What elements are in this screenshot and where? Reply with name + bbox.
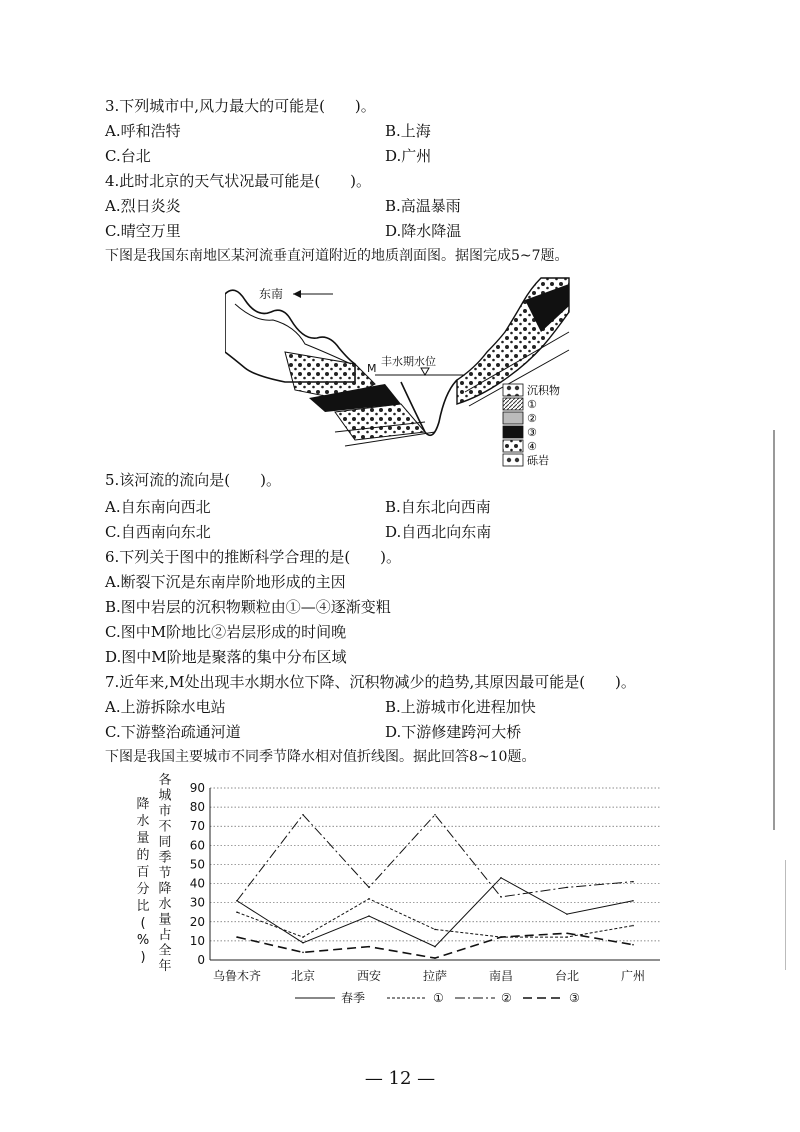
series-line-3 bbox=[237, 815, 633, 901]
x-tick-label: 台北 bbox=[554, 969, 580, 983]
y-axis-label-inner-char: 各 bbox=[158, 773, 172, 788]
q4-option-d[interactable]: D.降水降温 bbox=[385, 222, 462, 240]
q7-stem: 7.近年来,M处出现丰水期水位下降、沉积物减少的趋势,其原因最可能是( )。 bbox=[105, 673, 636, 691]
q5-option-c[interactable]: C.自西南向东北 bbox=[105, 523, 211, 541]
data-point bbox=[368, 946, 370, 948]
data-point bbox=[500, 877, 502, 879]
y-axis-label-outer-char: 比 bbox=[136, 899, 150, 914]
q6-option-a[interactable]: A.断裂下沉是东南岸阶地形成的主因 bbox=[105, 573, 346, 591]
data-point bbox=[632, 925, 634, 927]
y-tick-label: 80 bbox=[189, 800, 205, 815]
intro-chart: 下图是我国主要城市不同季节降水相对值折线图。据此回答8~10题。 bbox=[105, 749, 536, 765]
y-tick-label: 60 bbox=[189, 838, 205, 853]
y-axis-label-outer-char: ) bbox=[140, 950, 146, 965]
y-tick-label: 10 bbox=[189, 933, 205, 948]
legend-label-3: ③ bbox=[527, 426, 537, 439]
series-line-4 bbox=[237, 933, 633, 958]
legend-label-4: ④ bbox=[527, 440, 537, 453]
legend-label-1: ① bbox=[527, 398, 537, 411]
legend-label-3: ② bbox=[501, 991, 512, 1005]
q6-option-c[interactable]: C.图中M阶地比②岩层形成的时间晚 bbox=[105, 623, 347, 641]
y-axis-label-inner-char: 水 bbox=[158, 897, 172, 912]
data-point bbox=[632, 944, 634, 946]
y-axis-label-inner-char: 量 bbox=[158, 912, 172, 928]
y-tick-label: 90 bbox=[189, 781, 205, 795]
y-axis-label-outer-char: 量 bbox=[136, 831, 150, 846]
scan-edge-mark bbox=[773, 430, 775, 830]
data-point bbox=[434, 814, 436, 816]
water-level-label: 丰水期水位 bbox=[381, 355, 436, 368]
data-point bbox=[368, 915, 370, 917]
q3-option-d[interactable]: D.广州 bbox=[385, 147, 432, 165]
q6-option-b[interactable]: B.图中岩层的沉积物颗粒由①—④逐渐变粗 bbox=[105, 598, 391, 616]
q5-option-b[interactable]: B.自东北向西南 bbox=[385, 498, 491, 516]
y-axis-label-outer-char: 的 bbox=[136, 848, 150, 863]
data-point bbox=[236, 911, 238, 913]
q6-option-d[interactable]: D.图中M阶地是聚落的集中分布区域 bbox=[105, 648, 347, 666]
y-tick-label: 30 bbox=[189, 895, 205, 910]
q3-option-b[interactable]: B.上海 bbox=[385, 122, 431, 140]
diagram-legend bbox=[503, 383, 560, 467]
q3-option-a[interactable]: A.呼和浩特 bbox=[105, 122, 181, 140]
y-axis-label-outer-char: 降 bbox=[136, 797, 150, 812]
precipitation-line-chart bbox=[135, 770, 695, 1015]
x-tick-label: 拉萨 bbox=[422, 969, 448, 983]
legend-label-1: 春季 bbox=[341, 991, 366, 1005]
y-axis-label-inner-char: 节 bbox=[158, 866, 172, 881]
y-axis-label-outer-char: 分 bbox=[136, 882, 150, 897]
data-point bbox=[566, 936, 568, 938]
data-point bbox=[500, 936, 502, 938]
legend-label-4: ③ bbox=[569, 991, 580, 1005]
y-tick-labels bbox=[190, 781, 205, 967]
q7-option-a[interactable]: A.上游拆除水电站 bbox=[105, 698, 226, 716]
q5-option-a[interactable]: A.自东南向西北 bbox=[105, 498, 211, 516]
y-tick-label: 20 bbox=[189, 914, 205, 929]
data-point bbox=[236, 936, 238, 938]
gridlines bbox=[210, 788, 660, 960]
x-tick-label: 乌鲁木齐 bbox=[212, 969, 262, 983]
data-point bbox=[566, 932, 568, 934]
x-tick-label: 南昌 bbox=[488, 969, 514, 983]
data-point bbox=[632, 900, 634, 902]
legend-label-conglomerate: 砾岩 bbox=[527, 454, 549, 467]
x-tick-labels bbox=[213, 968, 645, 983]
y-tick-label: 70 bbox=[189, 819, 205, 834]
y-axis-label-outer-char: 百 bbox=[136, 865, 150, 880]
data-point bbox=[434, 929, 436, 931]
data-point bbox=[302, 952, 304, 954]
x-tick-label: 广州 bbox=[620, 969, 646, 983]
data-point bbox=[368, 887, 370, 889]
q4-option-c[interactable]: C.晴空万里 bbox=[105, 222, 181, 240]
y-tick-label: 0 bbox=[197, 953, 205, 967]
y-axis-label-inner-char: 同 bbox=[158, 835, 172, 850]
data-point bbox=[368, 898, 370, 900]
q3-option-c[interactable]: C.台北 bbox=[105, 147, 151, 165]
y-axis-label-inner-char: 不 bbox=[158, 819, 172, 835]
q5-stem: 5.该河流的流向是( )。 bbox=[105, 471, 282, 489]
q4-stem: 4.此时北京的天气状况最可能是( )。 bbox=[105, 172, 372, 190]
geologic-cross-section bbox=[225, 272, 585, 467]
point-m-label: M bbox=[367, 362, 377, 375]
series-line-2 bbox=[237, 899, 633, 937]
intro-diagram: 下图是我国东南地区某河流垂直河道附近的地质剖面图。据图完成5~7题。 bbox=[105, 248, 569, 264]
q7-option-c[interactable]: C.下游整治疏通河道 bbox=[105, 723, 241, 741]
data-point bbox=[236, 900, 238, 902]
legend-label-2: ② bbox=[527, 412, 537, 425]
y-axis-label-outer bbox=[136, 797, 149, 965]
page-number: — 12 — bbox=[364, 1068, 436, 1089]
data-point bbox=[302, 936, 304, 938]
y-axis-label-inner-char: 年 bbox=[158, 959, 172, 974]
data-point bbox=[302, 942, 304, 944]
y-axis-label-inner-char: 市 bbox=[158, 804, 172, 819]
y-axis-label-inner-char: 降 bbox=[158, 881, 172, 897]
data-point bbox=[566, 887, 568, 889]
y-axis-label-outer-char: ( bbox=[140, 916, 146, 931]
y-axis-label-inner-char: 城 bbox=[158, 788, 172, 804]
data-point bbox=[434, 957, 436, 959]
y-tick-label: 50 bbox=[189, 857, 205, 872]
data-point bbox=[434, 946, 436, 948]
q5-option-d[interactable]: D.自西北向东南 bbox=[385, 523, 492, 541]
series-lines bbox=[236, 814, 634, 959]
data-point bbox=[566, 913, 568, 915]
scan-edge-mark-2 bbox=[785, 860, 786, 970]
y-axis-label-inner bbox=[158, 772, 171, 974]
q4-option-b[interactable]: B.高温暴雨 bbox=[385, 197, 461, 215]
series-line-1 bbox=[237, 878, 633, 947]
y-axis-label-inner-char: 占 bbox=[158, 928, 172, 943]
chart-legend bbox=[295, 990, 580, 1005]
data-point bbox=[500, 896, 502, 898]
y-axis-label-inner-char: 季 bbox=[158, 850, 172, 866]
legend-label-sediment: 沉积物 bbox=[527, 384, 560, 397]
q6-stem: 6.下列关于图中的推断科学合理的是( )。 bbox=[105, 548, 402, 566]
x-tick-label: 北京 bbox=[290, 969, 316, 983]
direction-label: 东南 bbox=[259, 287, 284, 301]
legend-label-2: ① bbox=[433, 991, 444, 1005]
q3-stem: 3.下列城市中,风力最大的可能是( )。 bbox=[105, 97, 376, 115]
data-point bbox=[302, 814, 304, 816]
y-tick-label: 40 bbox=[189, 876, 205, 891]
y-axis-label-outer-char: % bbox=[136, 933, 150, 948]
y-axis-label-inner-char: 全 bbox=[158, 943, 172, 959]
data-point bbox=[632, 881, 634, 883]
x-tick-label: 西安 bbox=[356, 969, 382, 983]
y-axis-label-outer-char: 水 bbox=[136, 814, 150, 829]
q7-option-b[interactable]: B.上游城市化进程加快 bbox=[385, 698, 536, 716]
q7-option-d[interactable]: D.下游修建跨河大桥 bbox=[385, 723, 522, 741]
q4-option-a[interactable]: A.烈日炎炎 bbox=[105, 197, 181, 215]
